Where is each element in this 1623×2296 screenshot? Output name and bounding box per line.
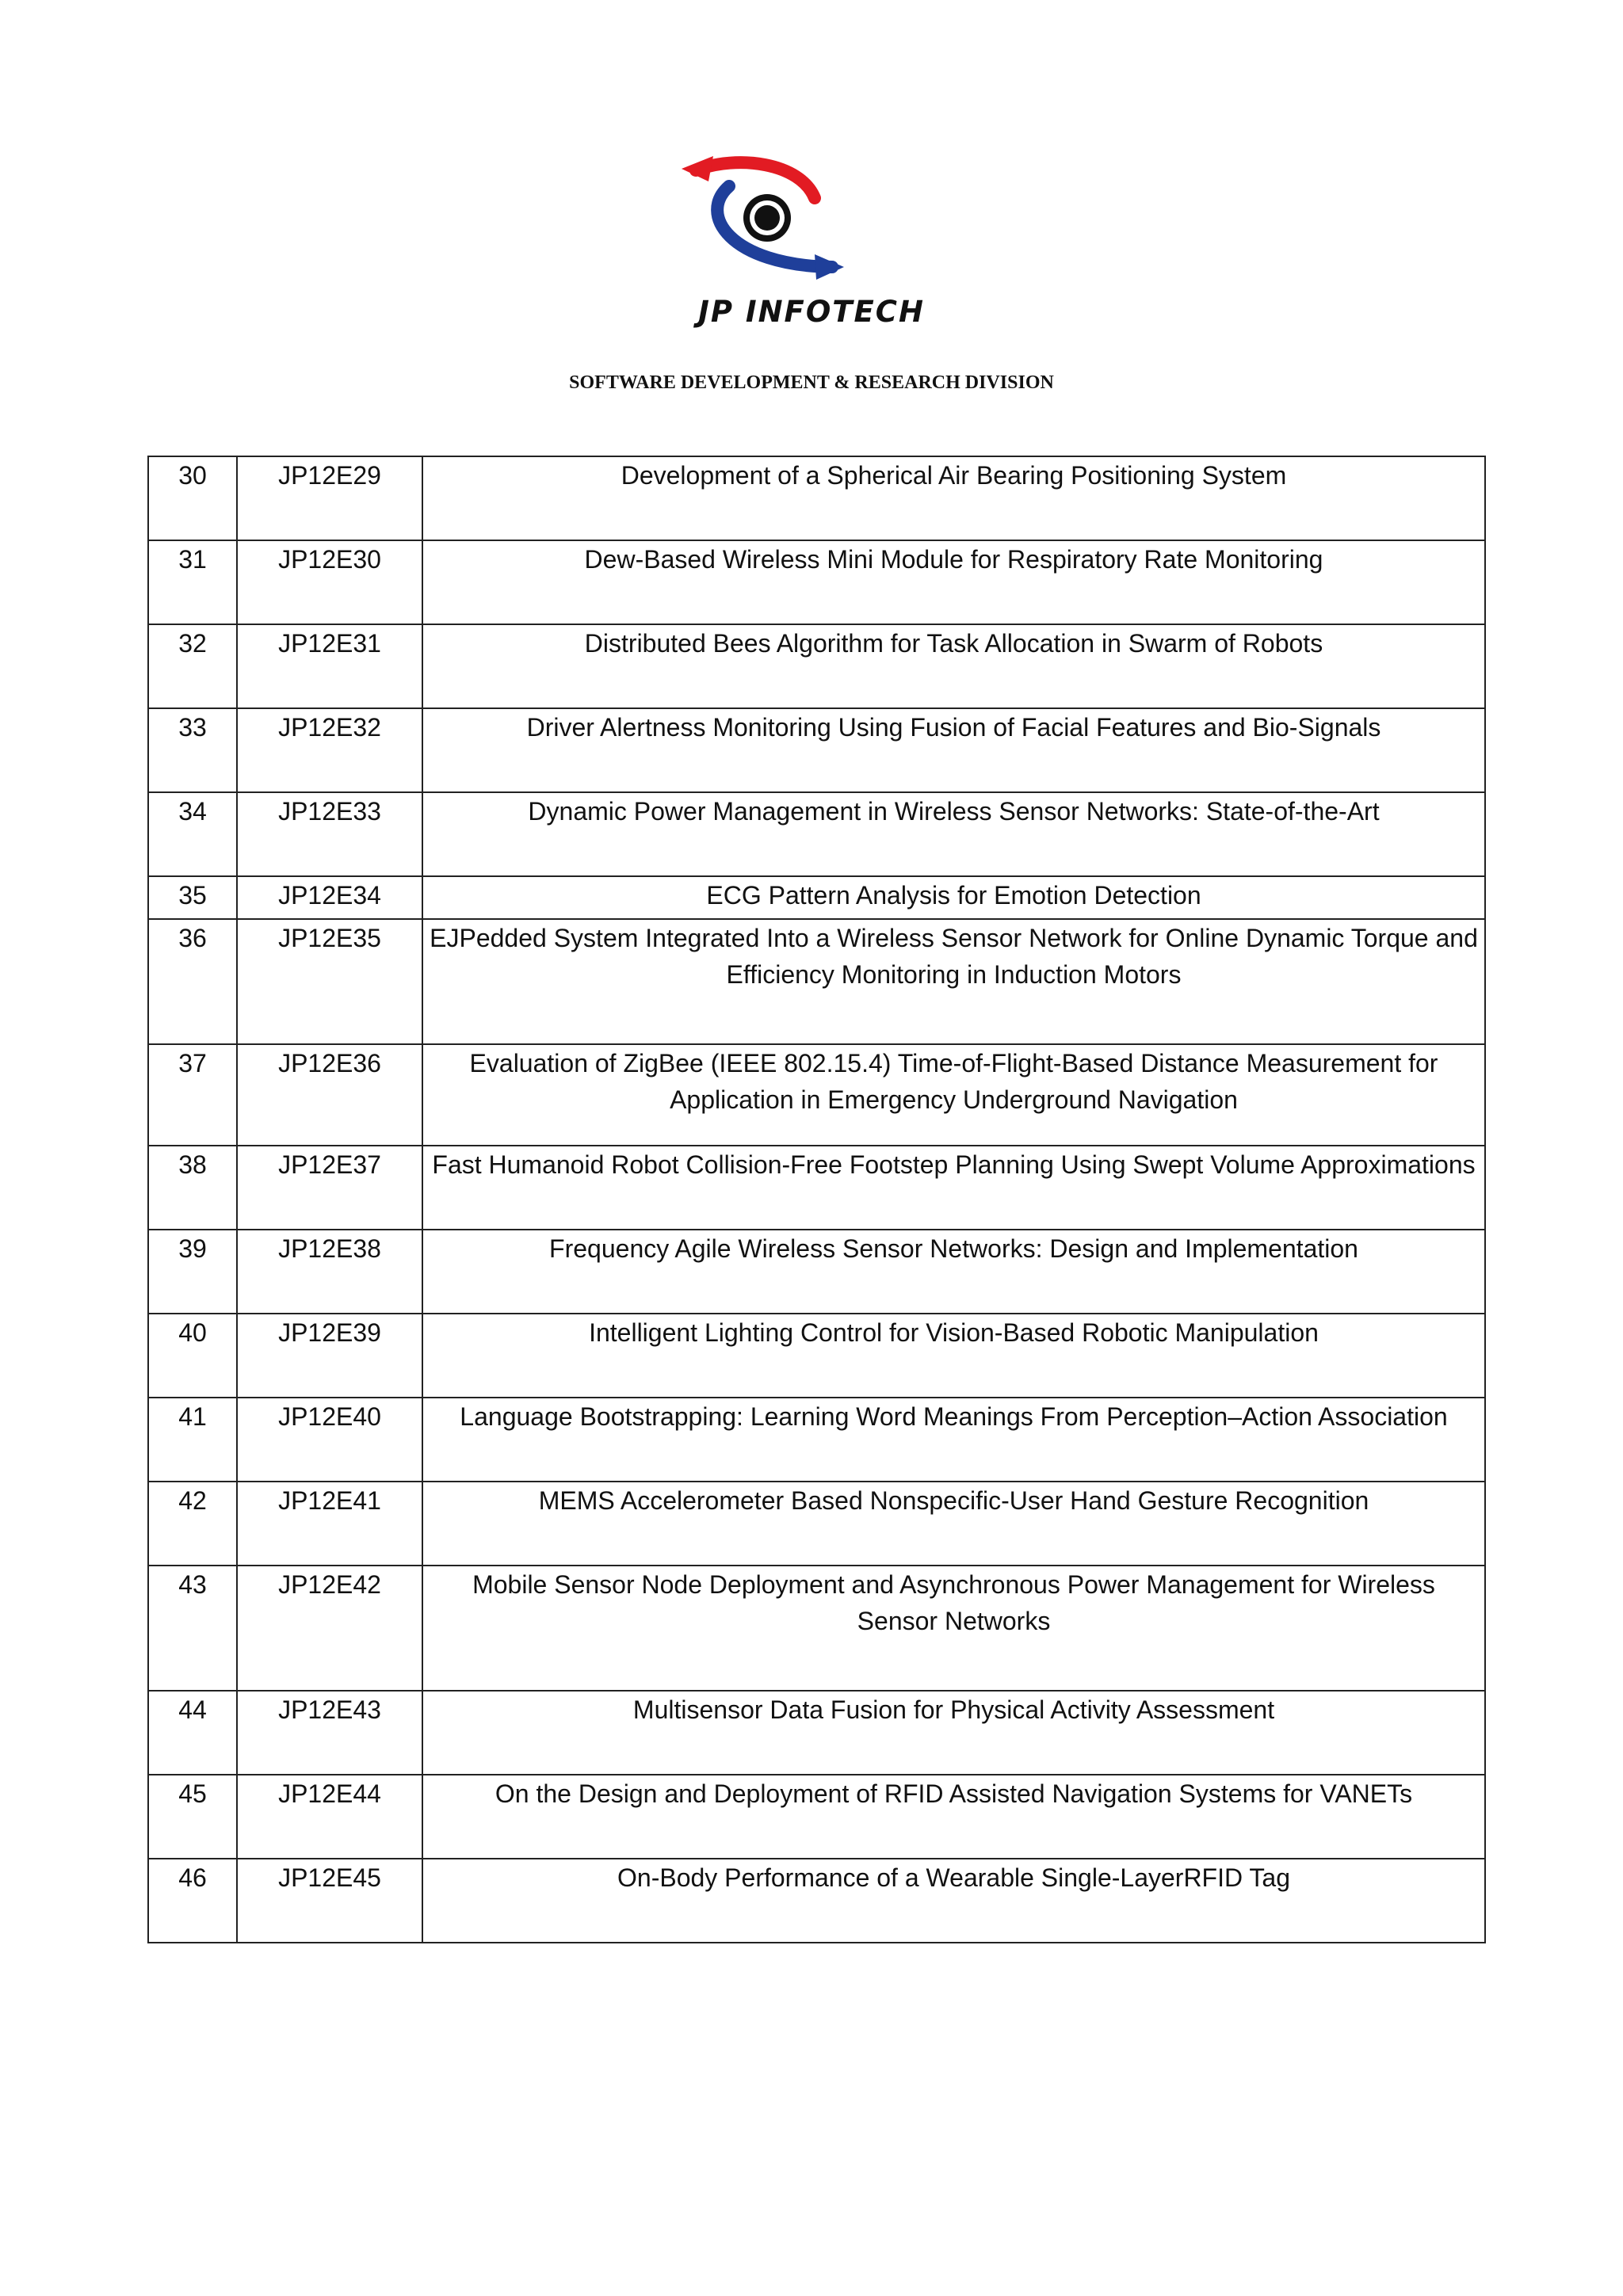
project-title: Frequency Agile Wireless Sensor Networks: Design and Implementation (422, 1230, 1485, 1314)
project-code: JP12E39 (237, 1314, 422, 1398)
serial-number: 39 (148, 1230, 237, 1314)
project-title: Fast Humanoid Robot Collision-Free Footstep Planning Using Swept Volume Approximations (422, 1146, 1485, 1230)
serial-number: 46 (148, 1859, 237, 1943)
project-code: JP12E36 (237, 1044, 422, 1146)
project-code: JP12E30 (237, 540, 422, 624)
table-row (148, 1566, 1485, 1691)
project-title: Dynamic Power Management in Wireless Sensor Networks: State-of-the-Art (422, 792, 1485, 876)
table-row (148, 456, 1485, 540)
project-title: Mobile Sensor Node Deployment and Asynchronous Power Management for Wireless Sensor Networks (422, 1566, 1485, 1691)
project-title: Language Bootstrapping: Learning Word Meanings From Perception–Action Association (422, 1398, 1485, 1482)
serial-number: 43 (148, 1566, 237, 1691)
table-row (148, 792, 1485, 876)
project-title: On the Design and Deployment of RFID Assisted Navigation Systems for VANETs (422, 1775, 1485, 1859)
table-row (148, 1859, 1485, 1943)
project-code: JP12E38 (237, 1230, 422, 1314)
table-row (148, 624, 1485, 708)
project-code: JP12E43 (237, 1691, 422, 1775)
project-title: Development of a Spherical Air Bearing Positioning System (422, 456, 1485, 540)
table-row (148, 919, 1485, 1044)
table-row (148, 1775, 1485, 1859)
project-code: JP12E42 (237, 1566, 422, 1691)
table-row (148, 1230, 1485, 1314)
table-row (148, 1691, 1485, 1775)
table-row (148, 708, 1485, 792)
project-title: On-Body Performance of a Wearable Single-LayerRFID Tag (422, 1859, 1485, 1943)
serial-number: 31 (148, 540, 237, 624)
serial-number: 34 (148, 792, 237, 876)
table-row (148, 1482, 1485, 1566)
jp-infotech-logo-icon (682, 154, 896, 281)
serial-number: 44 (148, 1691, 237, 1775)
project-title: Intelligent Lighting Control for Vision-Based Robotic Manipulation (422, 1314, 1485, 1398)
project-title: ECG Pattern Analysis for Emotion Detection (422, 876, 1485, 919)
serial-number: 41 (148, 1398, 237, 1482)
serial-number: 42 (148, 1482, 237, 1566)
project-title: Driver Alertness Monitoring Using Fusion of Facial Features and Bio-Signals (422, 708, 1485, 792)
serial-number: 33 (148, 708, 237, 792)
table-row (148, 1146, 1485, 1230)
project-title: Distributed Bees Algorithm for Task Allocation in Swarm of Robots (422, 624, 1485, 708)
project-code: JP12E44 (237, 1775, 422, 1859)
project-code: JP12E37 (237, 1146, 422, 1230)
serial-number: 32 (148, 624, 237, 708)
project-title: MEMS Accelerometer Based Nonspecific-User Hand Gesture Recognition (422, 1482, 1485, 1566)
project-code: JP12E34 (237, 876, 422, 919)
serial-number: 30 (148, 456, 237, 540)
project-code: JP12E45 (237, 1859, 422, 1943)
projects-table (147, 456, 1486, 1943)
project-code: JP12E35 (237, 919, 422, 1044)
project-title: Dew-Based Wireless Mini Module for Respiratory Rate Monitoring (422, 540, 1485, 624)
serial-number: 38 (148, 1146, 237, 1230)
project-code: JP12E40 (237, 1398, 422, 1482)
project-code: JP12E33 (237, 792, 422, 876)
project-code: JP12E29 (237, 456, 422, 540)
table-row (148, 1044, 1485, 1146)
serial-number: 36 (148, 919, 237, 1044)
project-code: JP12E31 (237, 624, 422, 708)
project-title: Multisensor Data Fusion for Physical Activity Assessment (422, 1691, 1485, 1775)
serial-number: 45 (148, 1775, 237, 1859)
serial-number: 40 (148, 1314, 237, 1398)
table-row (148, 1398, 1485, 1482)
table-row (148, 540, 1485, 624)
division-title: SOFTWARE DEVELOPMENT & RESEARCH DIVISION (569, 372, 1054, 393)
project-code: JP12E32 (237, 708, 422, 792)
project-title: EJPedded System Integrated Into a Wireless Sensor Network for Online Dynamic Torque and Efficiency Monitoring in Induction Motors (422, 919, 1485, 1044)
table-row (148, 1314, 1485, 1398)
project-code: JP12E41 (237, 1482, 422, 1566)
table-row (148, 876, 1485, 919)
serial-number: 37 (148, 1044, 237, 1146)
serial-number: 35 (148, 876, 237, 919)
project-title: Evaluation of ZigBee (IEEE 802.15.4) Time-of-Flight-Based Distance Measurement for Application in Emergency Underground Navigation (422, 1044, 1485, 1146)
brand-name: JP INFOTECH (698, 295, 925, 329)
